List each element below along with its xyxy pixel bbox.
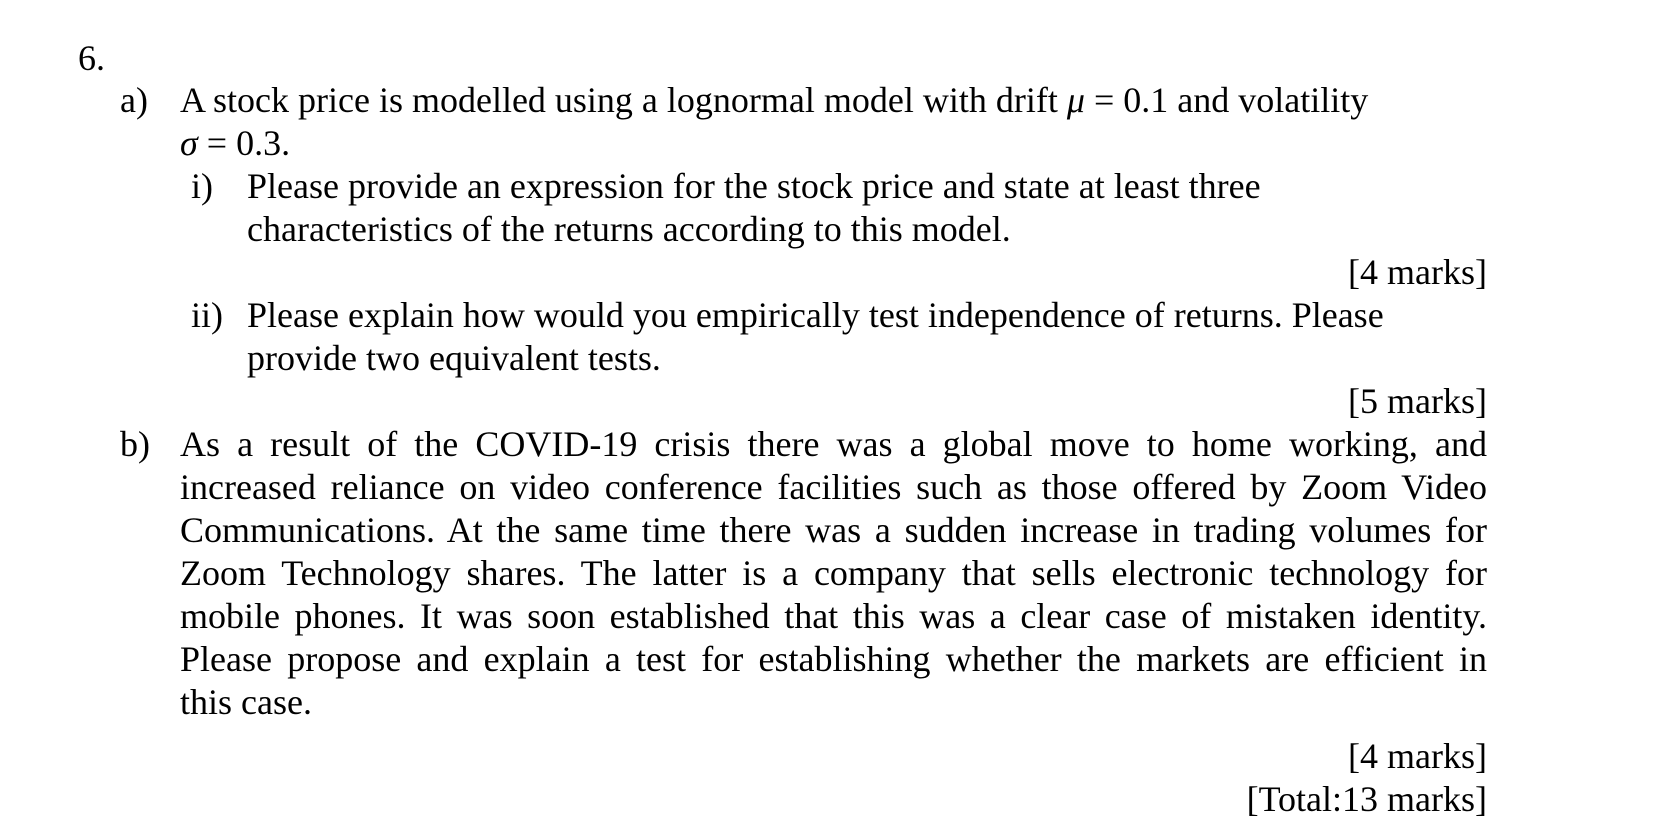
sub-i-line2: characteristics of the returns according to this model.	[247, 209, 1011, 249]
sigma-value: = 0.3.	[197, 123, 291, 163]
part-a-line1	[180, 82, 1368, 118]
sub-ii-marks: [5 marks]	[1348, 381, 1487, 421]
part-b-line: increased reliance on video conference facilities such as those offered by Zoom Video	[180, 467, 1487, 507]
part-b-label: b)	[120, 424, 150, 464]
sigma-symbol: σ	[180, 123, 198, 163]
sub-i-label: i)	[191, 166, 213, 206]
sub-ii-line2: provide two equivalent tests.	[247, 338, 661, 378]
sub-i-line1: Please provide an expression for the stock price and state at least three	[247, 166, 1261, 206]
part-b-line: mobile phones. It was soon established that this was a clear case of mistaken identity.	[180, 596, 1487, 636]
mu-symbol: μ	[1066, 80, 1085, 120]
part-b-line: Please propose and explain a test for establishing whether the markets are efficient in	[180, 639, 1487, 679]
part-b-line: Communications. At the same time there was a sudden increase in trading volumes for	[180, 510, 1487, 550]
part-b-last-line: this case.	[180, 682, 312, 722]
sub-ii-line1: Please explain how would you empirically test independence of returns. Please	[247, 295, 1384, 335]
part-a-text: A stock price is modelled using a lognormal model with drift	[180, 80, 1067, 120]
question-number: 6.	[78, 38, 105, 78]
part-b-line: Zoom Technology shares. The latter is a company that sells electronic technology for	[180, 553, 1487, 593]
total-marks: [Total:13 marks]	[1246, 779, 1487, 819]
part-b-marks: [4 marks]	[1348, 736, 1487, 776]
part-a-line2	[180, 125, 290, 161]
part-b-line: As a result of the COVID-19 crisis there was a global move to home working, and	[180, 424, 1487, 464]
mu-value: = 0.1 and volatility	[1084, 80, 1369, 120]
sub-ii-label: ii)	[191, 295, 223, 335]
sub-i-marks: [4 marks]	[1348, 252, 1487, 292]
part-a-label: a)	[120, 80, 148, 120]
